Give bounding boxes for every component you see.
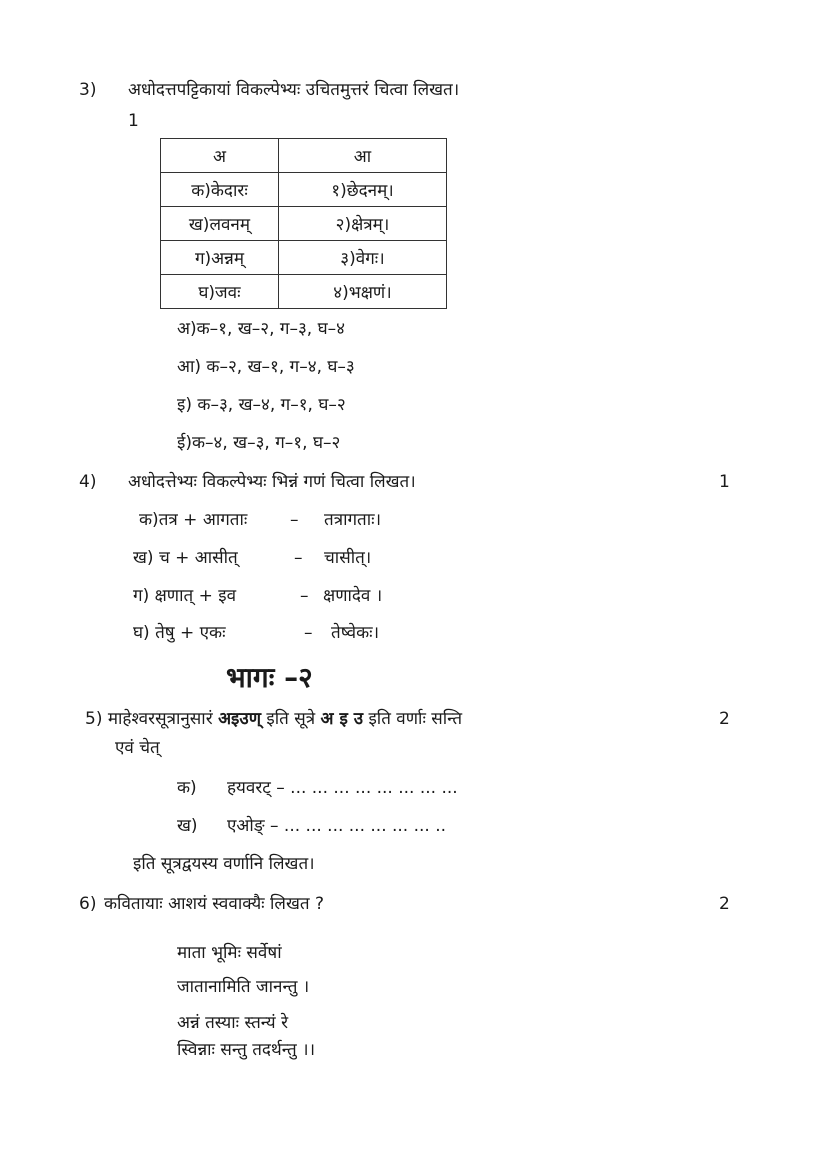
poem-line: जातानामिति जानन्तु । [177,977,310,997]
q4-marks: 1 [719,472,730,492]
poem-line: स्विन्नाः सन्तु तदर्थन्तु ।। [177,1040,316,1060]
q6-marks: 2 [719,894,730,914]
q4-text: अधोदत्तेभ्यः विकल्पेभ्यः भिन्नं गणं चित्वा लिखत। [128,472,416,492]
q5-text-part: इति सूत्रे [261,709,321,729]
q4-item-result: क्षणादेव । [323,586,383,606]
q5-item-text: एओङ् – ... ... ... ... ... ... ... .. [227,816,447,836]
table-cell: घ)जवः [161,275,279,309]
q5-text-part: इति वर्णाः सन्ति [363,709,463,729]
poem-line: अन्नं तस्याः स्तन्यं रे [177,1013,289,1033]
q6-text: कवितायाः आशयं स्ववाक्यैः लिखत ? [104,894,324,914]
match-table [160,138,447,309]
q4-item-label: ख) च + आसीत् [133,548,238,568]
table-row [161,275,447,309]
table-cell: १)छेदनम्। [278,173,446,207]
q4-item-result: चासीत्। [324,548,372,568]
table-cell: ४)भक्षणं। [278,275,446,309]
q5-item-text: हयवरट् – ... ... ... ... ... ... ... ... [227,778,458,798]
table-cell: ग)अन्नम् [161,241,279,275]
q3-text: अधोदत्तपट्टिकायां विकल्पेभ्यः उचितमुत्तरं चित्वा लिखत। [128,80,460,100]
q4-number: 4) [79,472,97,492]
table-cell: २)क्षेत्रम्। [278,207,446,241]
q5-instruction: इति सूत्रद्वयस्य वर्णानि लिखत। [133,854,315,874]
q4-item-label: ग) क्षणात् + इव [133,586,237,606]
table-row [161,241,447,275]
table-cell: ख)लवनम् [161,207,279,241]
section-heading: भागः –२ [226,661,313,694]
poem-line: माता भूमिः सर्वेषां [177,943,282,963]
table-header: आ [278,139,446,173]
q3-option: आ) क–२, ख–१, ग–४, घ–३ [177,357,355,377]
q5-number: 5) [85,709,103,729]
q6-number: 6) [79,894,97,914]
q5-text [85,709,462,729]
q3-option: ई)क–४, ख–३, ग–१, घ–२ [177,433,341,453]
q4-item-dash: – [290,510,299,530]
table-header: अ [161,139,279,173]
q5-text-line2: एवं चेत् [115,738,160,758]
table-row [161,207,447,241]
q5-marks: 2 [719,709,730,729]
q5-bold-sutra: अइउण् [218,709,262,729]
q5-bold-letters: अ इ उ [320,709,364,729]
table-cell: ३)वेगः। [278,241,446,275]
q3-marks: 1 [128,111,139,131]
q4-item-result: तत्रागताः। [324,510,382,530]
q4-item-label: घ) तेषु + एकः [133,623,226,643]
table-header-row [161,139,447,173]
q3-number: 3) [79,80,97,100]
q4-item-dash: – [304,623,313,643]
table-row [161,173,447,207]
q5-text-part: माहेश्वरसूत्रानुसारं [107,709,219,729]
q5-item-label: ख) [177,816,198,836]
q4-item-result: तेष्वेकः। [331,623,380,643]
q3-option: इ) क–३, ख–४, ग–१, घ–२ [177,395,346,415]
q4-item-label: क)तत्र + आगताः [139,510,248,530]
q4-item-dash: – [300,586,309,606]
q5-item-label: क) [177,778,197,798]
table-cell: क)केदारः [161,173,279,207]
q4-item-dash: – [294,548,303,568]
q3-option: अ)क–१, ख–२, ग–३, घ–४ [177,319,345,339]
